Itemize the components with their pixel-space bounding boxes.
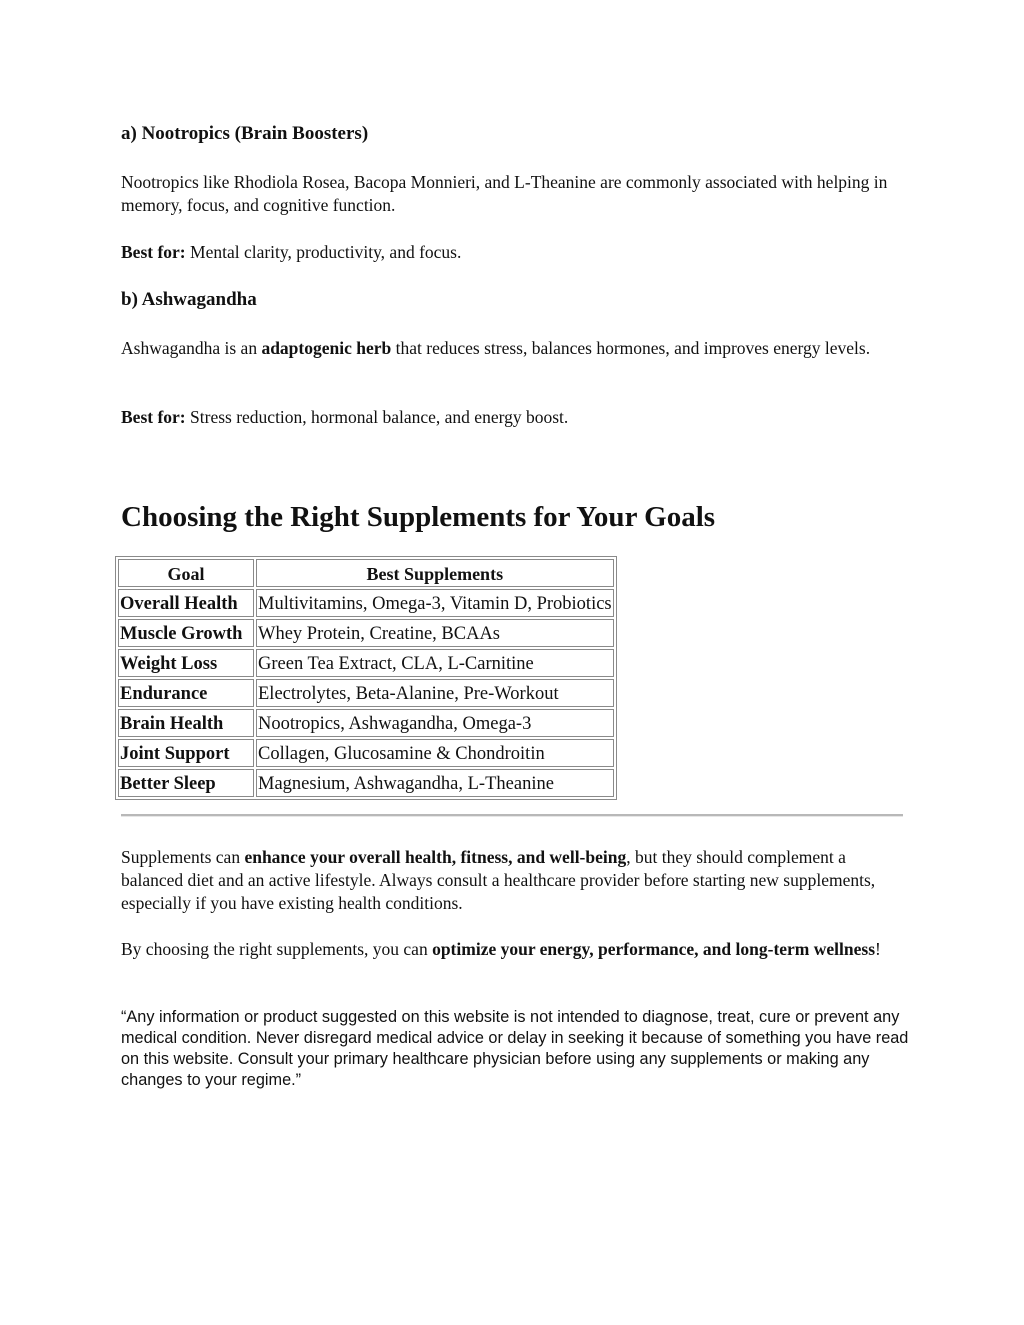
column-header-best-supplements: Best Supplements xyxy=(256,559,614,587)
goal-cell: Better Sleep xyxy=(118,769,254,797)
horizontal-rule xyxy=(121,814,903,817)
table-row xyxy=(118,649,614,677)
goal-cell: Muscle Growth xyxy=(118,619,254,647)
ashwagandha-description xyxy=(121,337,901,360)
table-row xyxy=(118,679,614,707)
ashwagandha-best-for xyxy=(121,406,901,429)
table-row xyxy=(118,739,614,767)
closing-1-text-2: , but they should complement a balanced diet and an active lifestyle. Always consult a healthcare provider before starting new supplements, especially if you have existing health conditions. xyxy=(121,847,876,913)
best-for-text: Mental clarity, productivity, and focus. xyxy=(185,242,462,262)
section-heading-ashwagandha: b) Ashwagandha xyxy=(121,289,257,310)
best-for-label: Best for: xyxy=(121,407,186,427)
nootropics-description: Nootropics like Rhodiola Rosea, Bacopa Monnieri, and L-Theanine are commonly associated with helping in memory, focus, and cognitive function. xyxy=(121,172,888,215)
table-row xyxy=(118,619,614,647)
closing-2-bold: optimize your energy, performance, and long-term wellness xyxy=(432,939,876,959)
supplements-cell: Nootropics, Ashwagandha, Omega-3 xyxy=(256,709,614,737)
table-row xyxy=(118,589,614,617)
closing-paragraph-2 xyxy=(121,938,901,961)
medical-disclaimer: “Any information or product suggested on this website is not intended to diagnose, treat, cure or prevent any medical condition. Never disregard medical advice or delay in seeking it because of something you have read on this website. Consult your primary healthcare physician before using any supplements or making any changes to your regime.” xyxy=(121,1008,909,1089)
closing-paragraph-1 xyxy=(121,846,901,915)
supplements-table xyxy=(115,556,617,800)
nootropics-best-for xyxy=(121,241,901,264)
supplements-cell: Whey Protein, Creatine, BCAAs xyxy=(256,619,614,647)
column-header-goal: Goal xyxy=(118,559,254,587)
supplements-cell: Collagen, Glucosamine & Chondroitin xyxy=(256,739,614,767)
closing-2-text-2: ! xyxy=(875,939,881,959)
closing-1-bold: enhance your overall health, fitness, and well-being xyxy=(244,847,627,867)
supplements-cell: Green Tea Extract, CLA, L-Carnitine xyxy=(256,649,614,677)
table-header-row xyxy=(118,559,614,587)
ashwagandha-text-2: that reduces stress, balances hormones, and improves energy levels. xyxy=(391,338,871,358)
ashwagandha-text-1: Ashwagandha is an xyxy=(121,338,262,358)
goal-cell: Weight Loss xyxy=(118,649,254,677)
section-heading-nootropics: a) Nootropics (Brain Boosters) xyxy=(121,123,369,144)
goal-cell: Joint Support xyxy=(118,739,254,767)
supplements-cell: Multivitamins, Omega-3, Vitamin D, Probiotics xyxy=(256,589,614,617)
goal-cell: Endurance xyxy=(118,679,254,707)
table-row xyxy=(118,709,614,737)
best-for-text: Stress reduction, hormonal balance, and energy boost. xyxy=(185,407,569,427)
goal-cell: Brain Health xyxy=(118,709,254,737)
supplements-cell: Electrolytes, Beta-Alanine, Pre-Workout xyxy=(256,679,614,707)
ashwagandha-bold: adaptogenic herb xyxy=(261,338,392,358)
supplements-cell: Magnesium, Ashwagandha, L-Theanine xyxy=(256,769,614,797)
main-heading: Choosing the Right Supplements for Your Goals xyxy=(121,501,716,533)
best-for-label: Best for: xyxy=(121,242,186,262)
closing-1-text-1: Supplements can xyxy=(121,847,245,867)
table-row xyxy=(118,769,614,797)
closing-2-text-1: By choosing the right supplements, you can xyxy=(121,939,433,959)
goal-cell: Overall Health xyxy=(118,589,254,617)
